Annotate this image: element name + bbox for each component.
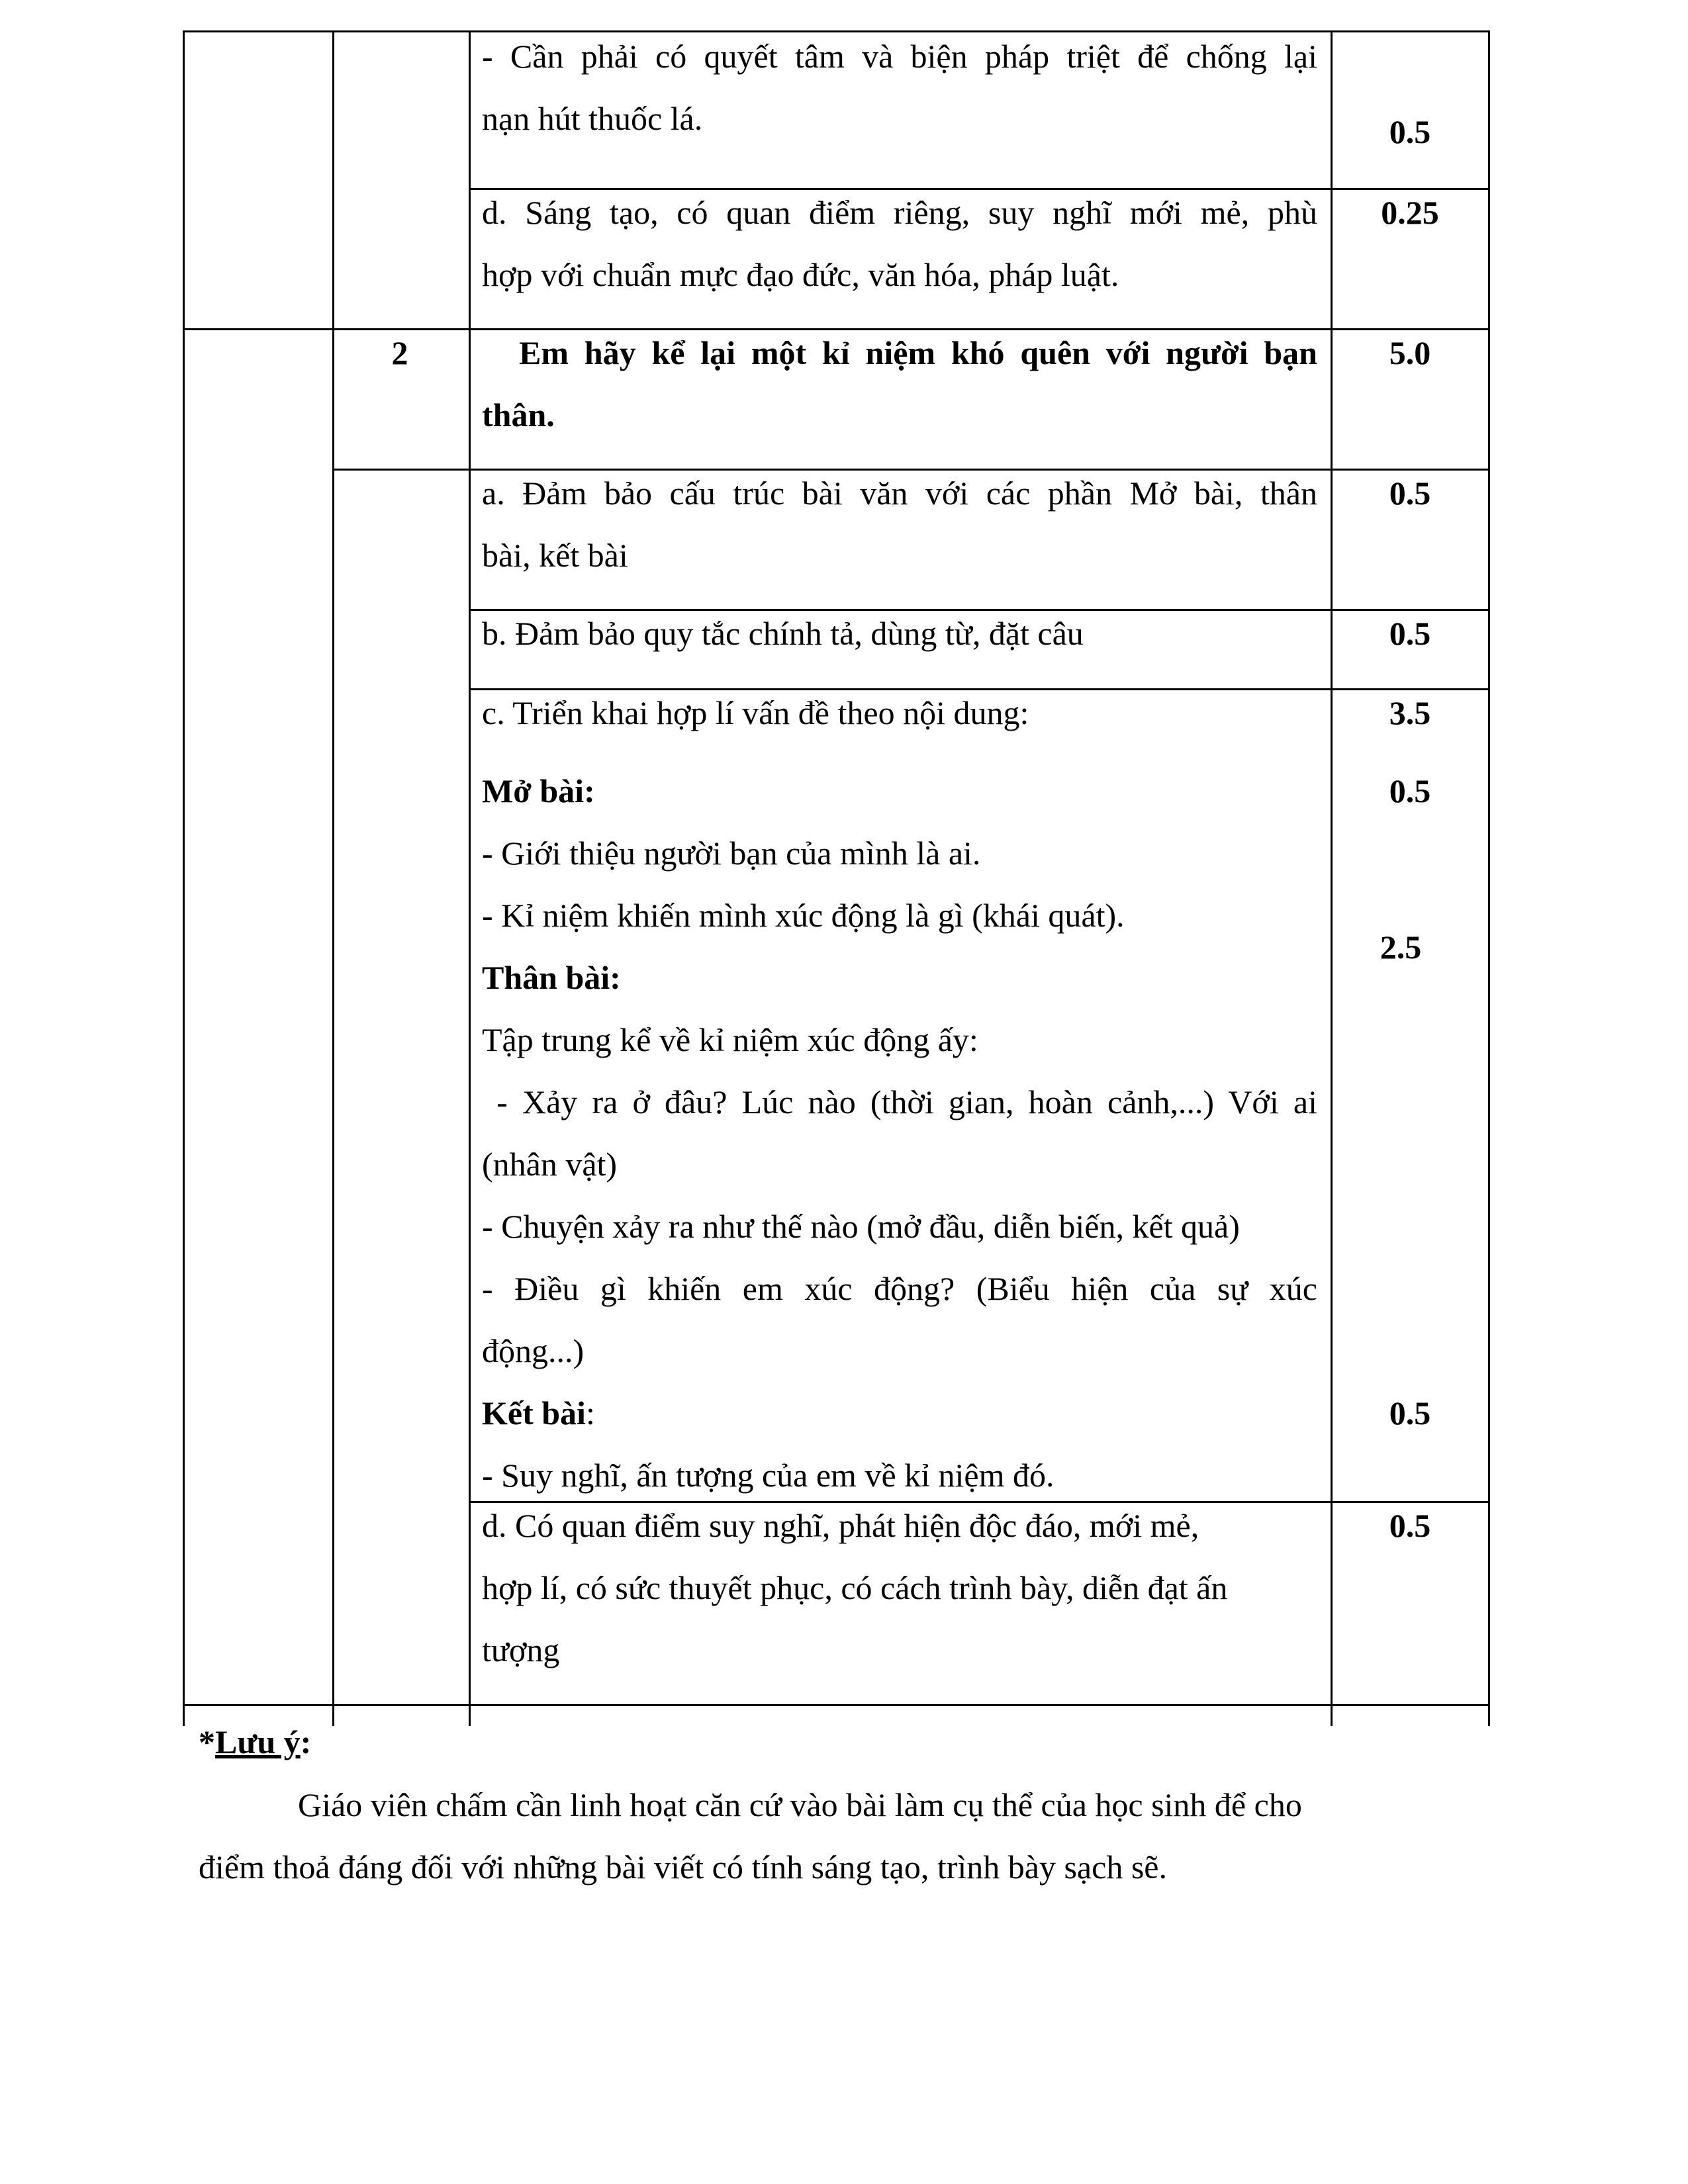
content-line: c. Triển khai hợp lí vấn đề theo nội dung: [482, 694, 1029, 731]
content-line: a. Đảm bảo cấu trúc bài văn với các phần Mở bài, thân [482, 475, 1317, 512]
table-border-right [1488, 32, 1490, 1726]
content-line: Em hãy kể lại một kỉ niệm khó quên với người bạn [519, 334, 1317, 371]
content-line: thân. [482, 396, 555, 433]
score-cell-total: 3.5 [1389, 694, 1431, 731]
content-line: - Xảy ra ở đâu? Lúc nào (thời gian, hoàn cảnh,...) Với ai [482, 1083, 1317, 1120]
table-border-bottom [183, 1704, 1490, 1706]
score-cell: 0.5 [1389, 615, 1431, 652]
content-line: hợp lí, có sức thuyết phục, có cách trình bày, diễn đạt ấn [482, 1569, 1228, 1606]
table-border-left [183, 32, 185, 1726]
note-body [199, 1774, 1417, 1898]
score-cell: 0.25 [1381, 194, 1439, 231]
content-line: động...) [482, 1332, 585, 1369]
content-line: bài, kết bài [482, 537, 628, 574]
content-line: - Cần phải có quyết tâm và biện pháp triệt để chống lại [482, 38, 1317, 75]
content-line: - Suy nghĩ, ấn tượng của em về kỉ niệm đó. [482, 1457, 1055, 1494]
question-number: 2 [391, 334, 408, 371]
section-title-ket-bai [482, 1382, 1317, 1444]
score-cell-ket-bai: 0.5 [1389, 1394, 1431, 1432]
score-cell: 0.5 [1389, 113, 1431, 150]
table-row [482, 181, 1317, 306]
content-line: (nhân vật) [482, 1146, 618, 1183]
table-row [482, 602, 1317, 664]
table-row [482, 682, 1317, 1506]
content-line: d. Có quan điểm suy nghĩ, phát hiện độc đáo, mới mẻ, [482, 1507, 1199, 1544]
table-row [482, 25, 1317, 150]
note-line-2: điểm thoả đáng đối với những bài viết có tính sáng tạo, trình bày sạch sẽ. [199, 1848, 1167, 1886]
content-line: d. Sáng tạo, có quan điểm riêng, suy nghĩ mới mẻ, phù [482, 194, 1317, 231]
note-line-1: Giáo viên chấm cần linh hoạt căn cứ vào bài làm cụ thể của học sinh để cho [298, 1786, 1302, 1823]
content-line: - Kỉ niệm khiến mình xúc động là gì (khái quát). [482, 897, 1125, 934]
score-cell-than-bai: 2.5 [1380, 929, 1422, 966]
question-text [482, 322, 1317, 446]
note-star: * [199, 1723, 215, 1760]
score-cell: 5.0 [1389, 334, 1431, 371]
note-heading [199, 1711, 311, 1773]
table-row [482, 1494, 1317, 1681]
content-line: Tập trung kể về kỉ niệm xúc động ấy: [482, 1021, 978, 1058]
score-cell: 0.5 [1389, 1507, 1431, 1544]
content-line: tượng [482, 1631, 560, 1668]
content-line: b. Đảm bảo quy tắc chính tả, dùng từ, đặt câu [482, 615, 1084, 652]
ket-bai-label: Kết bài [482, 1394, 586, 1432]
table-col-divider-3 [1331, 32, 1333, 1726]
table-col-divider-1 [332, 32, 334, 1726]
content-line: nạn hút thuốc lá. [482, 100, 703, 137]
content-line: - Giới thiệu người bạn của mình là ai. [482, 835, 981, 872]
section-title-mo-bai: Mở bài: [482, 772, 595, 809]
score-cell: 0.5 [1389, 475, 1431, 512]
ket-bai-colon: : [585, 1394, 595, 1432]
content-line: hợp với chuẩn mực đạo đức, văn hóa, pháp luật. [482, 256, 1119, 293]
content-line: - Điều gì khiến em xúc động? (Biểu hiện của sự xúc [482, 1270, 1317, 1307]
section-title-than-bai: Thân bài: [482, 959, 621, 996]
note-title: Lưu ý [215, 1723, 301, 1760]
table-col-divider-2 [469, 32, 471, 1726]
note-colon: : [300, 1723, 312, 1760]
table-row [482, 462, 1317, 586]
score-cell-mo-bai: 0.5 [1389, 772, 1431, 809]
content-line: - Chuyện xảy ra như thế nào (mở đầu, diễn biến, kết quả) [482, 1208, 1240, 1245]
